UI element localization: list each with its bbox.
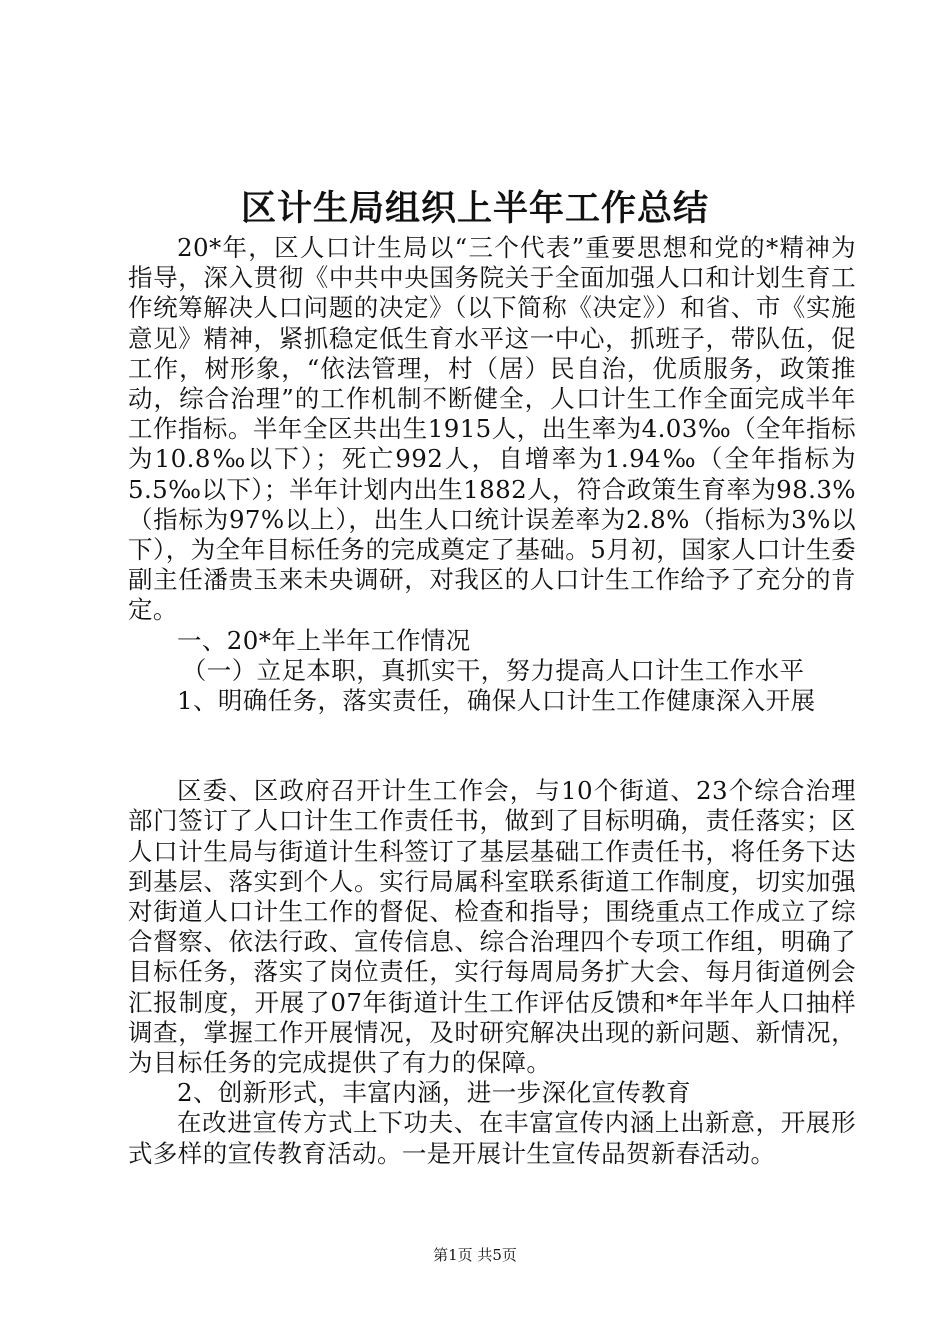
document-body <box>128 233 856 1169</box>
item-paragraph-2: 在改进宣传方式上下功夫、在丰富宣传内涵上出新意，开展形式多样的宣传教育活动。一是开展计生宣传品贺新春活动。 <box>128 1108 856 1168</box>
item-heading-1: 1、明确任务，落实责任，确保人口计生工作健康深入开展 <box>177 686 816 716</box>
item-heading-2: 2、创新形式，丰富内涵，进一步深化宣传教育 <box>177 1078 691 1108</box>
section-heading: 一、20*年上半年工作情况 <box>177 625 471 655</box>
document-title: 区计生局组织上半年工作总结 <box>240 188 709 229</box>
page-footer: 第1页 共5页 <box>433 1246 517 1264</box>
subsection-heading: （一）立足本职，真抓实干，努力提高人口计生工作水平 <box>181 655 805 685</box>
item-paragraph-1: 区委、区政府召开计生工作会，与10个街道、23个综合治理部门签订了人口计生工作责任书，做到了目标明确，责任落实；区人口计生局与街道计生科签订了基层基础工作责任书，将任务下达到基层、落实到个人。实行局属科室联系街道工作制度，切实加强对街道人口计生工作的督促、检查和指导；围绕重点工作成立了综合督察、依法行政、宣传信息、综合治理四个专项工作组，明确了目标任务，落实了岗位责任，实行每周局务扩大会、每月街道例会汇报制度，开展了07年街道计生工作评估反馈和*年半年人口抽样调查，掌握工作开展情况，及时研究解决出现的新问题、新情况，为目标任务的完成提供了有力的保障。 <box>128 776 856 1078</box>
paragraph-gap <box>128 716 856 776</box>
intro-paragraph: 20*年，区人口计生局以“三个代表”重要思想和党的*精神为指导，深入贯彻《中共中央国务院关于全面加强人口和计划生育工作统筹解决人口问题的决定》（以下简称《决定》）和省、市《实施意见》精神，紧抓稳定低生育水平这一中心，抓班子，带队伍，促工作，树形象，“依法管理，村（居）民自治，优质服务，政策推动，综合治理”的工作机制不断健全，人口计生工作全面完成半年工作指标。半年全区共出生1915人，出生率为4.03‰（全年指标为10.8‰以下）；死亡992人，自增率为1.94‰（全年指标为5.5‰以下）；半年计划内出生1882人，符合政策生育率为98.3%（指标为97%以上），出生人口统计误差率为2.8%（指标为3%以下），为全年目标任务的完成奠定了基础。5月初，国家人口计生委副主任潘贵玉来未央调研，对我区的人口计生工作给予了充分的肯定。 <box>128 233 856 625</box>
